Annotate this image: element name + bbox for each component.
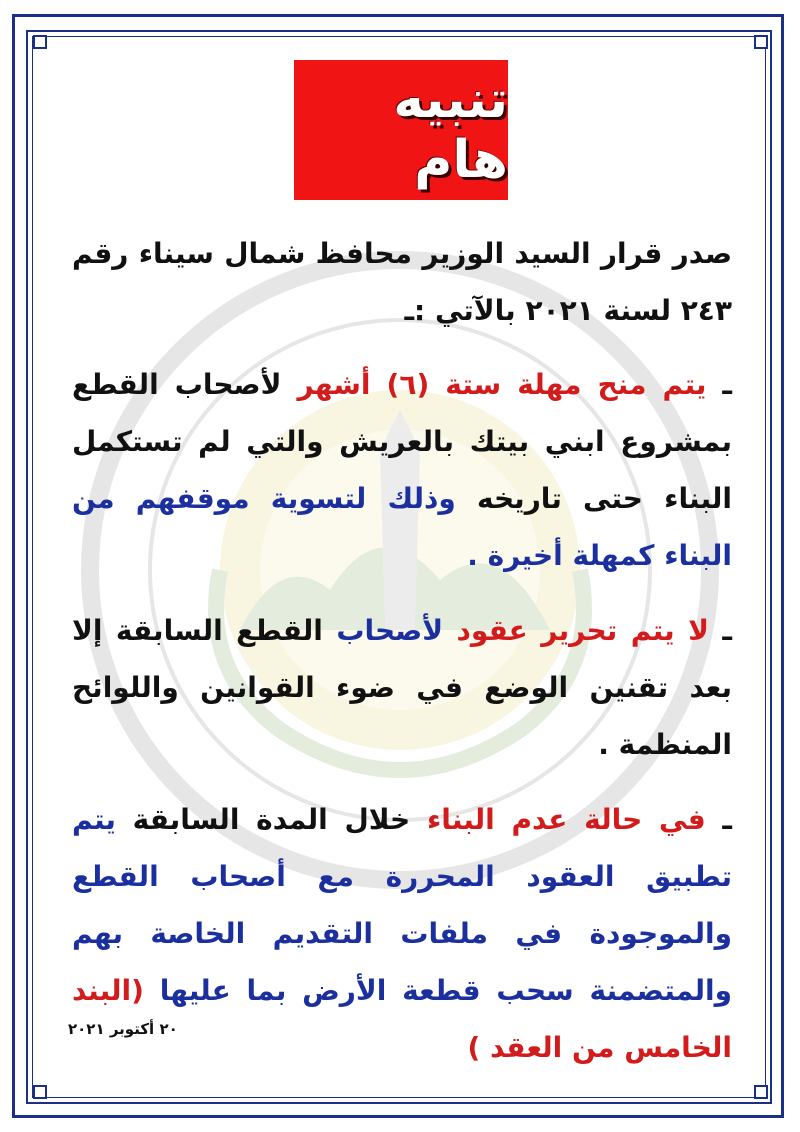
item-1-highlight: يتم منح مهلة ستة (٦) أشهر (297, 368, 707, 401)
corner-ornament (754, 1085, 768, 1099)
item-2-text: القطع السابقة إلا بعد تقنين الوضع في ضوء القوانين واللوائح المنظمة . (72, 614, 732, 761)
item-1-text: لأصحاب القطع بمشروع ابني بيتك بالعريش والتي لم تستكمل البناء حتى تاريخه (72, 368, 732, 515)
corner-ornament (33, 35, 47, 49)
notice-body (72, 225, 732, 1076)
corner-ornament (33, 1085, 47, 1099)
item-3-contract-clause: (البند الخامس من العقد ) (72, 974, 732, 1064)
intro-paragraph: صدر قرار السيد الوزير محافظ شمال سيناء رقم ٢٤٣ لسنة ٢٠٢١ بالآتي :ـ (72, 237, 732, 327)
document-date: ٢٠ أكتوبر ٢٠٢١ (68, 1020, 178, 1038)
item-dash: ـ (708, 614, 732, 647)
page-title: تنبيه هام (393, 70, 508, 190)
item-3-text: خلال المدة السابقة (132, 803, 427, 836)
notice-item-1 (72, 356, 732, 584)
item-dash: ـ (706, 368, 732, 401)
item-dash: ـ (705, 803, 733, 836)
notice-item-2 (72, 602, 732, 773)
item-3-blue-text: يتم تطبيق العقود المحررة مع أصحاب القطع والموجودة في ملفات التقديم الخاصة بهم والمتضمنة سحب قطعة الأرض بما عليها (72, 803, 732, 1007)
item-2-highlight: لا يتم تحرير عقود (456, 614, 709, 647)
item-2-blue-text: لأصحاب (336, 614, 457, 647)
item-3-highlight: في حالة عدم البناء (426, 803, 706, 836)
item-1-blue-text: وذلك لتسوية موقفهم من البناء كمهلة أخيرة . (72, 482, 732, 572)
title-banner (294, 60, 508, 200)
corner-ornament (754, 35, 768, 49)
